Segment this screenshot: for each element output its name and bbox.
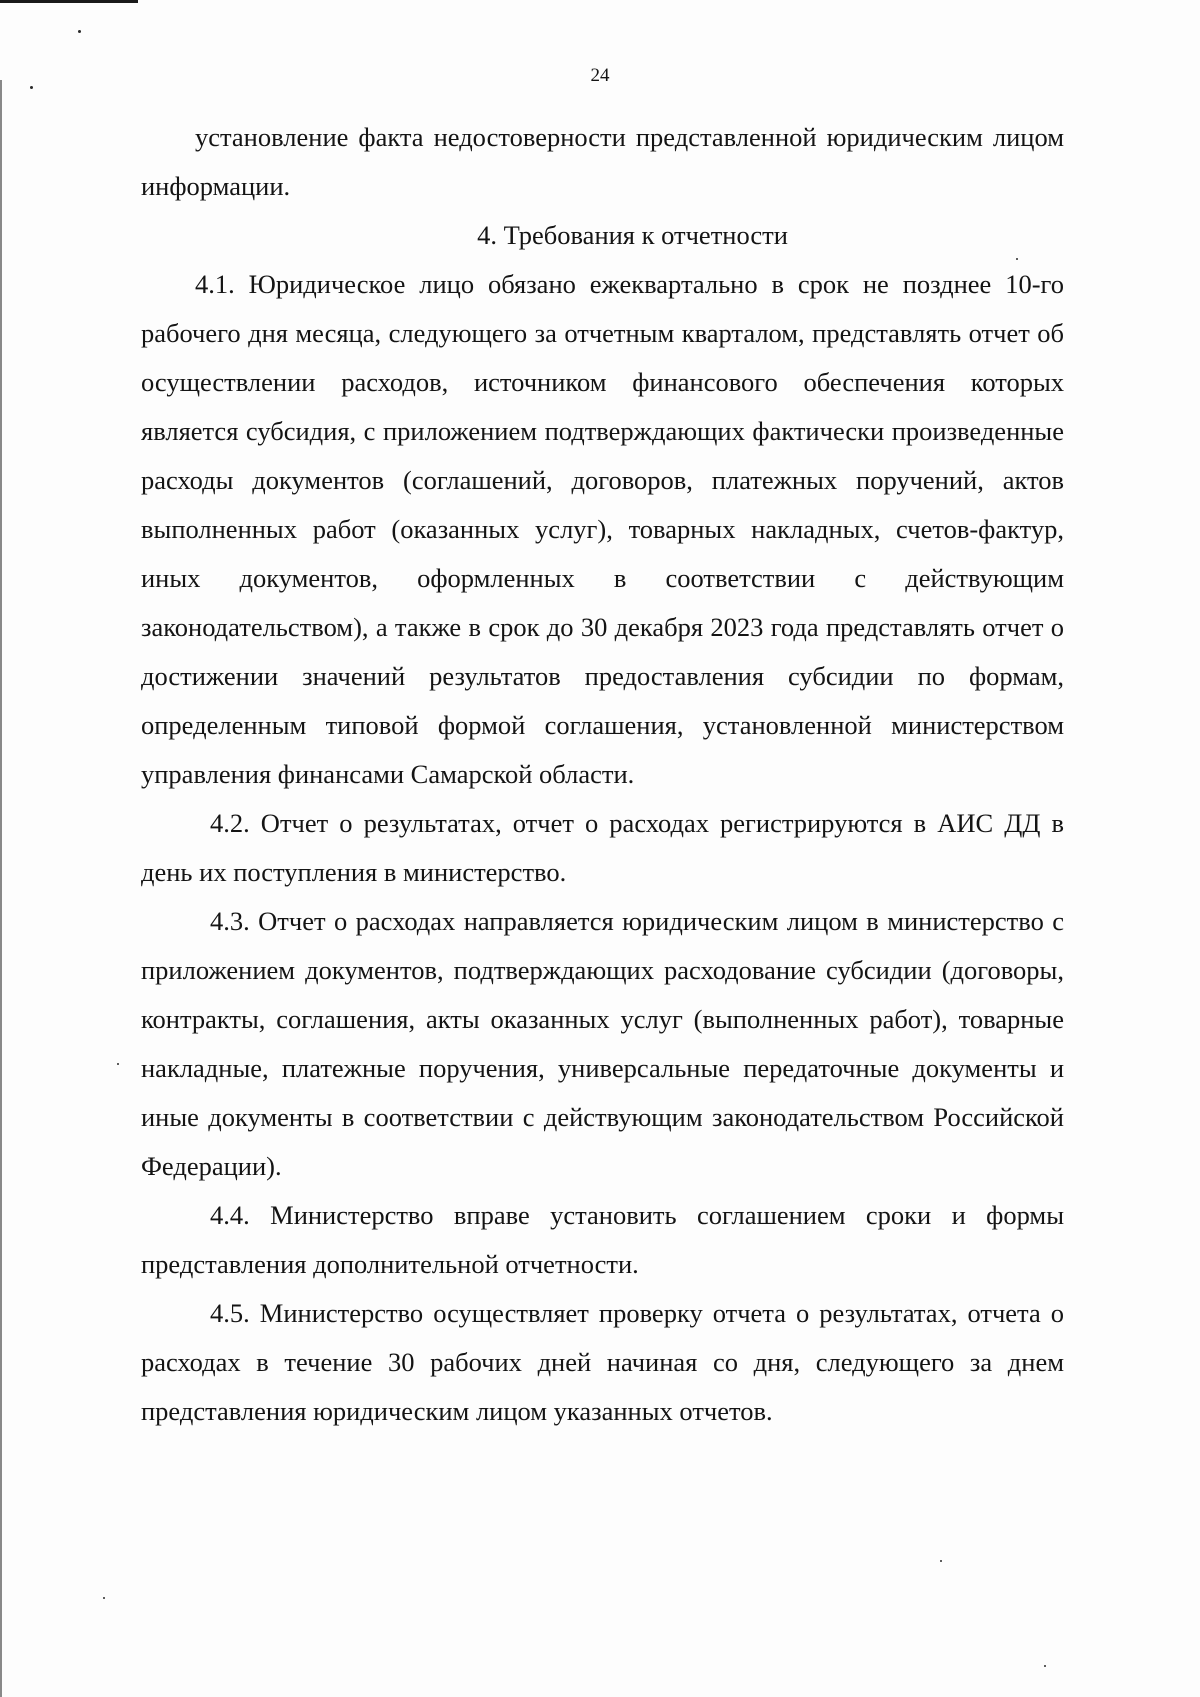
scan-speck <box>103 1597 105 1599</box>
scan-speck <box>78 30 81 33</box>
scan-speck <box>1044 1665 1046 1667</box>
paragraph-4-2: 4.2. Отчет о результатах, отчет о расходах регистрируются в АИС ДД в день их поступления в министерство. <box>141 808 1064 887</box>
paragraph-4-5: 4.5. Министерство осуществляет проверку отчета о результатах, отчета о расходах в течение 30 рабочих дней начиная со дня, следующего за днем представления юридическим лицом указанных отчетов. <box>141 1298 1064 1426</box>
paragraph-4-3: 4.3. Отчет о расходах направляется юридическим лицом в министерство с приложением документов, подтверждающих расходование субсидии (договоры, контракты, соглашения, акты оказанных услуг (выполненных работ), товарные накладные, платежные поручения, универсальные передаточные документы и иные документы в соответствии с действующим законодательством Российской Федерации). <box>141 906 1064 1181</box>
paragraph-continuation: установление факта недостоверности представленной юридическим лицом информации. <box>141 122 1064 201</box>
section-heading: 4. Требования к отчетности <box>477 220 788 250</box>
scan-left-edge <box>0 80 2 1697</box>
scan-edge-line <box>0 0 138 3</box>
document-body <box>141 113 1064 1436</box>
scan-speck <box>117 1063 119 1065</box>
page-number: 24 <box>590 65 610 86</box>
paragraph-4-4: 4.4. Министерство вправе установить соглашением сроки и формы представления дополнительной отчетности. <box>141 1200 1064 1279</box>
paragraph-4-1: 4.1. Юридическое лицо обязано ежеквартально в срок не позднее 10-го рабочего дня месяца, следующего за отчетным кварталом, представлять отчет об осуществлении расходов, источником финансового обеспечения которых является субсидия, с приложением подтверждающих фактически произведенные расходы документов (соглашений, договоров, платежных поручений, актов выполненных работ (оказанных услуг), товарных накладных, счетов-фактур, иных документов, оформленных в соответствии с действующим законодательством), а также в срок до 30 декабря 2023 года представлять отчет о достижении значений результатов предоставления субсидии по формам, определенным типовой формой соглашения, установленной министерством управления финансами Самарской области. <box>141 269 1064 789</box>
scan-speck <box>940 1560 942 1562</box>
